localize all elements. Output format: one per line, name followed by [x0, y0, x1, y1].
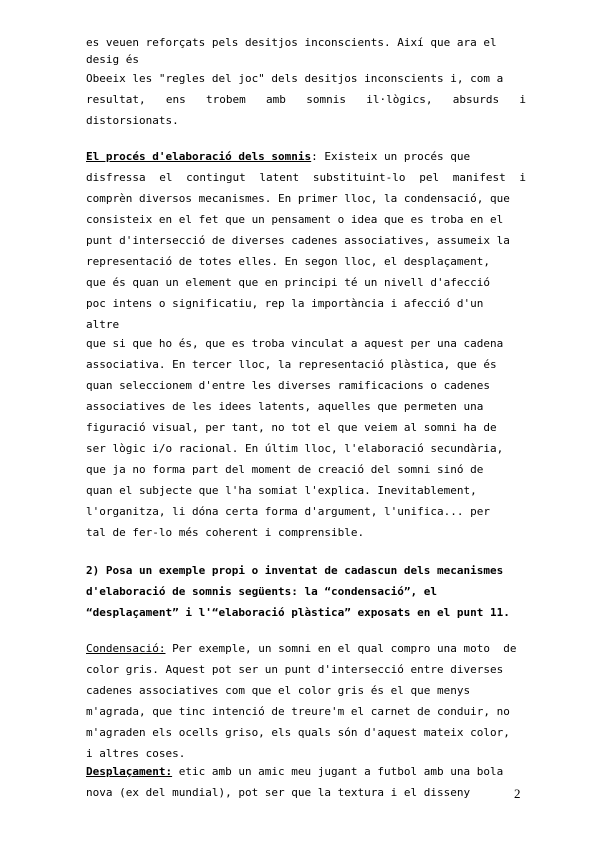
- page-number: 2: [514, 786, 521, 801]
- text-line: m'agrada, que tinc intenció de treure'm el carnet de conduir, no: [86, 705, 510, 718]
- example-label: Condensació:: [86, 642, 166, 655]
- text-line: desig és: [86, 53, 139, 66]
- text-line: poc intens o significatiu, rep la importància i afecció d'un: [86, 297, 484, 310]
- text-line: color gris. Aquest pot ser un punt d'intersecció entre diverses: [86, 663, 504, 676]
- text-line: que és quan un element que en principi té un nivell d'afecció: [86, 276, 490, 289]
- text-fragment: etic amb un amic meu jugant a futbol amb una bola: [172, 765, 504, 778]
- text-line: quan el subjecte que l'ha somiat l'explica. Inevitablement,: [86, 484, 477, 497]
- section-heading: El procés d'elaboració dels somnis: [86, 150, 312, 163]
- question-line: “desplaçament” i l'“elaboració plàstica” exposats en el punt 11.: [86, 606, 510, 619]
- text-line: consisteix en el fet que un pensament o idea que es troba en el: [86, 213, 504, 226]
- text-line: i altres coses.: [86, 747, 186, 760]
- example-label: Desplaçament:: [86, 765, 173, 778]
- example-desplacament: [86, 764, 526, 779]
- text-line: comprèn diversos mecanismes. En primer lloc, la condensació, que: [86, 192, 510, 205]
- text-line: que si que ho és, que es troba vinculat a aquest per una cadena: [86, 337, 504, 350]
- text-line: resultat, ens trobem amb somnis il·lògics, absurds i: [86, 93, 526, 106]
- text-line: associativa. En tercer lloc, la representació plàstica, que és: [86, 358, 497, 371]
- text-line: tal de fer-lo més coherent i comprensible.: [86, 526, 365, 539]
- text-line: cadenes associatives com que el color gris és el que menys: [86, 684, 471, 697]
- text-line: que ja no forma part del moment de creació del somni sinó de: [86, 463, 484, 476]
- text-line: Obeeix les "regles del joc" dels desitjos inconscients i, com a: [86, 72, 504, 85]
- text-line: quan seleccionem d'entre les diverses ramificacions o cadenes: [86, 379, 490, 392]
- text-line: punt d'intersecció de diverses cadenes associatives, assumeix la: [86, 234, 510, 247]
- section-heading-line: [86, 149, 526, 164]
- text-line: ser lògic i/o racional. En últim lloc, l'elaboració secundària,: [86, 442, 504, 455]
- text-line: nova (ex del mundial), pot ser que la textura i el disseny: [86, 786, 471, 799]
- text-line: associatives de les idees latents, aquelles que permeten una: [86, 400, 484, 413]
- text-fragment: Per exemple, un somni en el qual compro una moto de: [165, 642, 517, 655]
- text-line: figuració visual, per tant, no tot el que veiem al somni ha de: [86, 421, 497, 434]
- text-line: distorsionats.: [86, 114, 179, 127]
- text-line: altre: [86, 318, 120, 331]
- text-line: m'agraden els ocells griso, els quals són d'aquest mateix color,: [86, 726, 510, 739]
- text-fragment: : Existeix un procés que: [311, 150, 471, 163]
- question-line: 2) Posa un exemple propi o inventat de cadascun dels mecanismes: [86, 564, 504, 577]
- example-condensacio: [86, 641, 526, 656]
- text-line: es veuen reforçats pels desitjos inconscients. Així que ara el: [86, 36, 497, 49]
- question-line: d'elaboració de somnis següents: la “condensació”, el: [86, 585, 437, 598]
- text-line: l'organitza, li dóna certa forma d'argument, l'unifica... per: [86, 505, 490, 518]
- text-line: disfressa el contingut latent substituint-lo pel manifest i: [86, 171, 526, 184]
- text-line: representació de totes elles. En segon lloc, el desplaçament,: [86, 255, 490, 268]
